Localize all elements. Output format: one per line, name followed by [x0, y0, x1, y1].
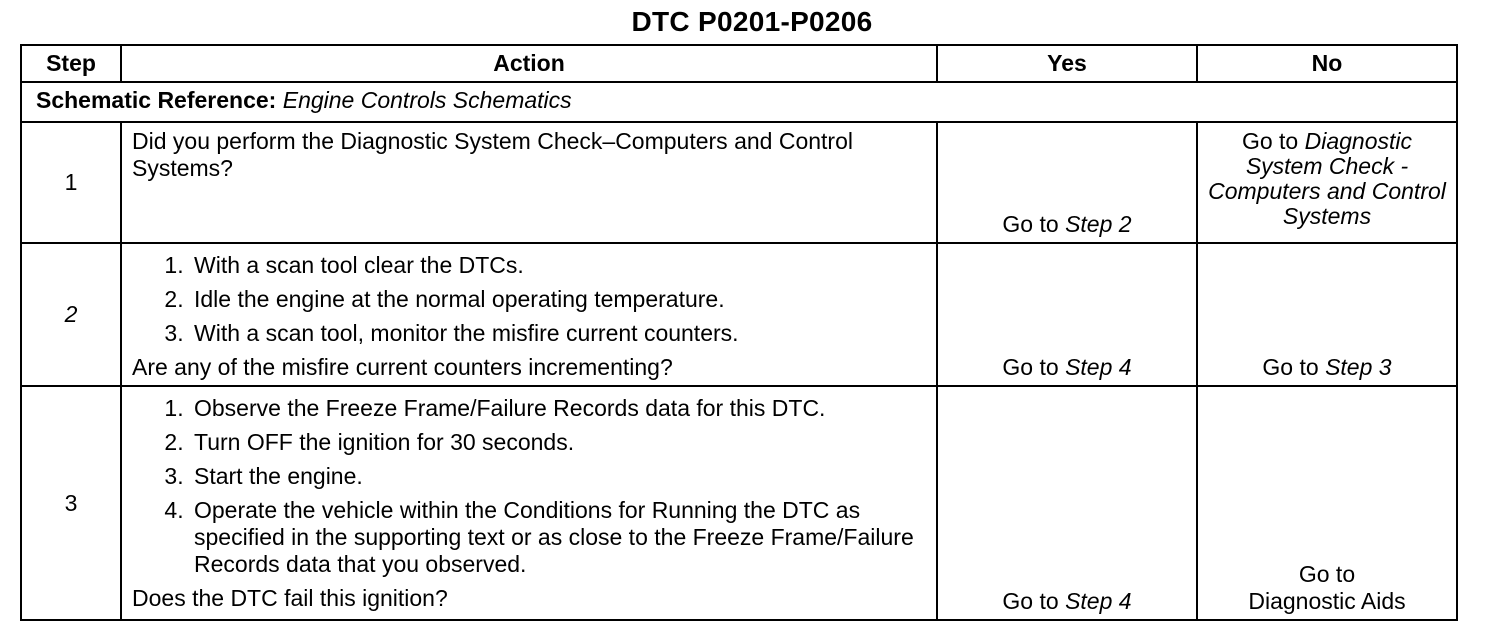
step-number: 2 — [21, 243, 121, 386]
action-text: Did you perform the Diagnostic System Check–Computers and Control Systems? — [132, 128, 853, 181]
schematic-reference-row — [21, 82, 1457, 122]
no-cell — [1197, 122, 1457, 243]
substep: 3. Start the engine. — [190, 463, 926, 490]
substep-list — [132, 395, 926, 578]
no-target-link[interactable]: Diagnostic System Check - Computers and Control Systems — [1208, 128, 1446, 229]
substep: 2. Idle the engine at the normal operating temperature. — [190, 286, 926, 313]
header-yes: Yes — [937, 45, 1197, 82]
substep: 3. With a scan tool, monitor the misfire current counters. — [190, 320, 926, 347]
schematic-reference-link[interactable]: Engine Controls Schematics — [282, 87, 572, 113]
action-cell — [121, 243, 937, 386]
action-cell — [121, 386, 937, 620]
yes-cell — [937, 386, 1197, 620]
no-cell — [1197, 386, 1457, 620]
yes-target-link[interactable]: Step 2 — [1065, 211, 1132, 237]
header-no: No — [1197, 45, 1457, 82]
substep: 4. Operate the vehicle within the Conditions for Running the DTC as specified in the supporting text or as close to the Freeze Frame/Failure Records data that you observed. — [190, 497, 926, 578]
question-text: Does the DTC fail this ignition? — [132, 585, 448, 611]
no-prefix: Go to — [1241, 128, 1299, 154]
yes-prefix: Go to — [1002, 354, 1059, 380]
schematic-reference-label: Schematic Reference: — [36, 87, 277, 113]
yes-cell — [937, 122, 1197, 243]
yes-cell — [937, 243, 1197, 386]
table-row — [21, 122, 1457, 243]
dtc-table — [20, 44, 1458, 621]
no-prefix: Go to — [1262, 354, 1319, 380]
substep: 1. Observe the Freeze Frame/Failure Records data for this DTC. — [190, 395, 926, 422]
no-prefix: Go to — [1298, 561, 1356, 587]
substep: 2. Turn OFF the ignition for 30 seconds. — [190, 429, 926, 456]
step-number: 1 — [21, 122, 121, 243]
no-target-link[interactable]: Step 3 — [1325, 354, 1392, 380]
page-title: DTC P0201-P0206 — [631, 6, 873, 37]
yes-target-link[interactable]: Step 4 — [1065, 354, 1132, 380]
yes-prefix: Go to — [1002, 588, 1059, 614]
table-row — [21, 386, 1457, 620]
action-cell — [121, 122, 937, 243]
substep-list — [132, 252, 926, 347]
step-number: 3 — [21, 386, 121, 620]
question-text: Are any of the misfire current counters incrementing? — [132, 354, 673, 380]
header-row — [21, 45, 1457, 82]
no-cell — [1197, 243, 1457, 386]
schematic-reference — [21, 82, 1457, 122]
yes-prefix: Go to — [1002, 211, 1059, 237]
header-step: Step — [21, 45, 121, 82]
header-action: Action — [121, 45, 937, 82]
table-row — [21, 243, 1457, 386]
no-target-link[interactable]: Diagnostic Aids — [1248, 588, 1406, 614]
yes-target-link[interactable]: Step 4 — [1065, 588, 1132, 614]
substep: 1. With a scan tool clear the DTCs. — [190, 252, 926, 279]
